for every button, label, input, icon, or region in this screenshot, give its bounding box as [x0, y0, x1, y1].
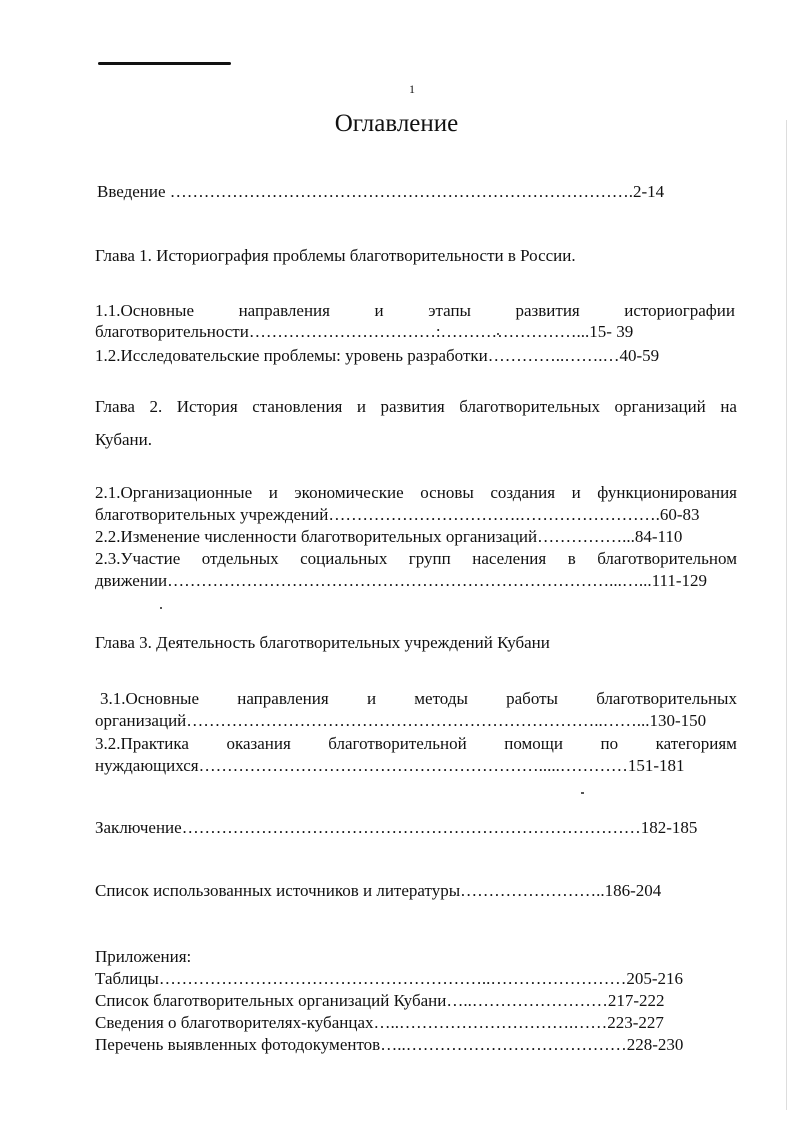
word: населения — [472, 549, 547, 568]
word: 2.3.Участие — [95, 549, 181, 568]
word: на — [720, 397, 737, 416]
chapter-2-heading-line-1 — [95, 397, 737, 417]
word: благотворительных — [459, 397, 600, 416]
toc-3-1-line-1 — [100, 689, 737, 709]
toc-2-1-line-2: благотворительных учреждений…………………………….…………………….60-83 — [95, 505, 700, 524]
word: 1.1.Основные — [95, 301, 195, 320]
word: благотворительной — [328, 734, 467, 753]
toc-sources: Список использованных источников и литературы……………………..186-204 — [95, 881, 662, 900]
word: и — [571, 483, 581, 502]
word: 2. — [149, 397, 163, 416]
toc-1-1-line-1 — [95, 301, 735, 321]
scan-speck — [581, 792, 584, 794]
word: развития — [380, 397, 445, 416]
word: отдельных — [201, 549, 279, 568]
word: Глава — [95, 397, 135, 416]
appendix-item: Список благотворительных организаций Кубани…..……………………217-222 — [95, 991, 665, 1010]
word: и — [356, 397, 366, 416]
word: развития — [515, 301, 580, 320]
word: историографии — [624, 301, 735, 320]
word: работы — [506, 689, 558, 708]
word: социальных — [300, 549, 388, 568]
word: 3.2.Практика — [95, 734, 189, 753]
scan-edge — [786, 120, 787, 1110]
word: благотворительном — [597, 549, 737, 568]
word: становления — [252, 397, 343, 416]
toc-1-1-line-2: благотворительности……………………………:……………………...15- 39 — [95, 322, 634, 341]
word: помощи — [504, 734, 563, 753]
word: История — [176, 397, 238, 416]
page-number: 1 — [409, 82, 415, 96]
word: этапы — [428, 301, 471, 320]
word: направления — [237, 689, 329, 708]
word: создания — [490, 483, 556, 502]
chapter-3-heading: Глава 3. Деятельность благотворительных учреждений Кубани — [95, 633, 550, 652]
word: благотворительных — [596, 689, 737, 708]
word: 2.1.Организационные — [95, 483, 253, 502]
word: 3.1.Основные — [100, 689, 200, 708]
word: методы — [414, 689, 468, 708]
toc-2-2: 2.2.Изменение численности благотворительных организаций……………...84-110 — [95, 527, 683, 546]
toc-intro: Введение ……………………………………………………………………….2-14 — [97, 182, 665, 201]
page-title: Оглавление — [334, 110, 459, 137]
word: групп — [408, 549, 451, 568]
word: функционирования — [597, 483, 737, 502]
scan-speck — [160, 607, 162, 609]
chapter-1-heading: Глава 1. Историография проблемы благотворительности в России. — [95, 246, 576, 265]
toc-3-2-line-1 — [95, 734, 737, 754]
word: экономические — [294, 483, 404, 502]
appendix-heading: Приложения: — [95, 947, 192, 966]
toc-conclusion: Заключение………………………………………………………………………182-185 — [95, 818, 698, 837]
appendix-item: Перечень выявленных фотодокументов…..…………………………………228-230 — [95, 1035, 684, 1054]
toc-2-1-line-1 — [95, 483, 737, 503]
chapter-2-heading-line-2: Кубани. — [95, 430, 152, 449]
toc-1-2: 1.2.Исследовательские проблемы: уровень разработки…………..…….…40-59 — [95, 346, 660, 365]
word: и — [268, 483, 278, 502]
toc-3-2-line-2: нуждающихся…………………………………………………….....…………151-181 — [95, 756, 685, 775]
word: по — [600, 734, 619, 753]
appendix-item: Сведения о благотворителях-кубанцах…..………………………….……223-227 — [95, 1013, 664, 1032]
word: организаций — [614, 397, 706, 416]
word: категориям — [655, 734, 737, 753]
word: основы — [420, 483, 474, 502]
scan-artifact-stroke — [98, 62, 231, 65]
toc-3-1-line-2: организаций………………………………………………………………..……...130-150 — [95, 711, 707, 730]
word: и — [374, 301, 384, 320]
word: и — [366, 689, 377, 708]
toc-2-3-line-1 — [95, 549, 737, 569]
appendix-item: Таблицы…………………………………………………..……………………205-216 — [95, 969, 683, 988]
word: оказания — [226, 734, 291, 753]
word: направления — [238, 301, 330, 320]
toc-2-3-line-2: движении……………………………………………………………………...…...111-129 — [95, 571, 708, 590]
word: в — [567, 549, 576, 568]
